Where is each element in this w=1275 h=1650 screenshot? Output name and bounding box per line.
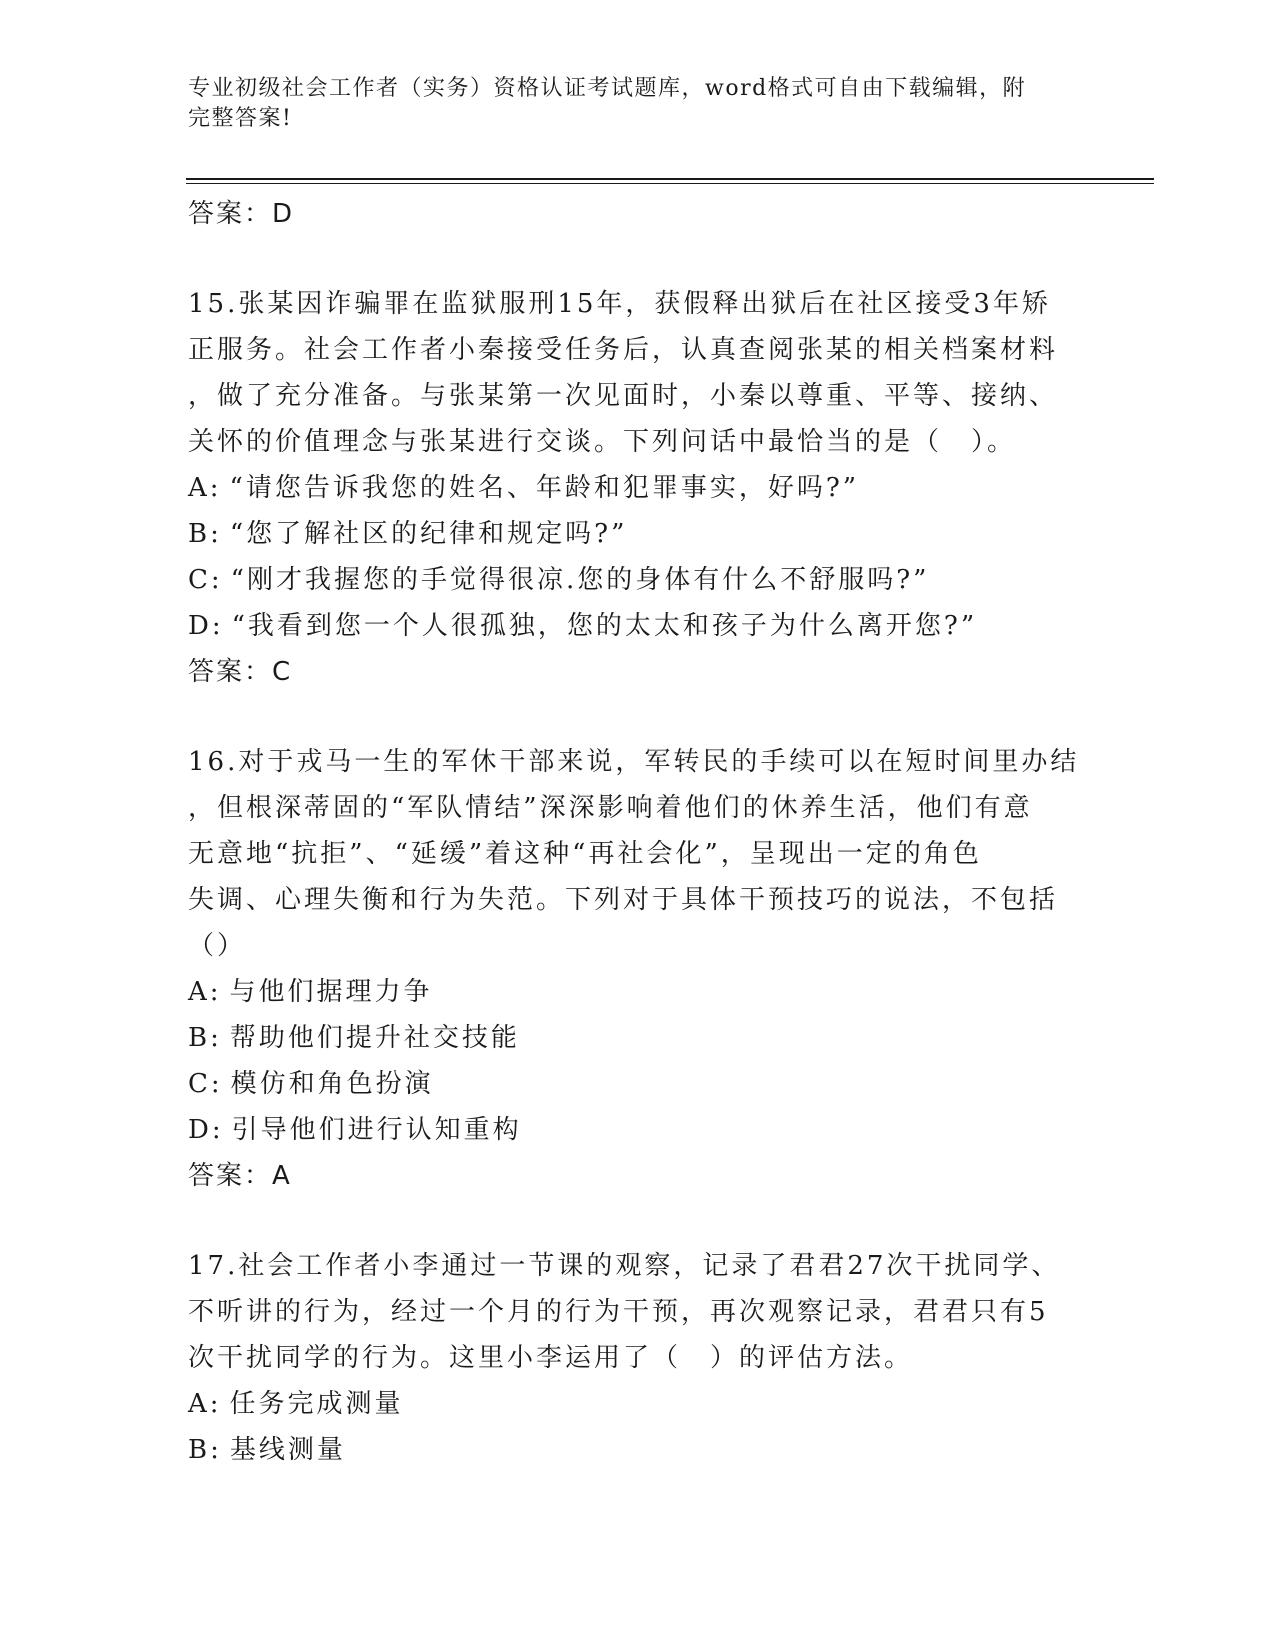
- option-letter: B:: [188, 1023, 222, 1053]
- question-stem-line: 不听讲的行为，经过一个月的行为干预，再次观察记录，君君只有5: [188, 1297, 1049, 1327]
- option-letter: A:: [188, 977, 222, 1007]
- answer-line: [188, 1153, 1108, 1199]
- option-letter: D:: [188, 1115, 224, 1145]
- option-text: “请您告诉我您的姓名、年龄和犯罪事实，好吗?”: [229, 473, 860, 503]
- question-16: [188, 739, 1108, 1199]
- option-text: 引导他们进行认知重构: [231, 1115, 522, 1145]
- answer-label: 答案：: [188, 1161, 273, 1191]
- option-b: [188, 1427, 1108, 1473]
- header-line-2: 完整答案!: [188, 106, 293, 131]
- header-rule-thin: [186, 183, 1154, 184]
- question-stem-line: 无意地“抗拒”、“延缓”着这种“再社会化”，呈现出一定的角色: [188, 839, 982, 869]
- option-b: [188, 1015, 1108, 1061]
- question-17: [188, 1243, 1108, 1473]
- option-text: 任务完成测量: [229, 1389, 404, 1419]
- option-text: 与他们据理力争: [229, 977, 433, 1007]
- question-stem-line: 关怀的价值理念与张某进行交谈。下列问话中最恰当的是（ ）。: [188, 427, 1017, 457]
- option-text: “您了解社区的纪律和规定吗?”: [229, 519, 628, 549]
- answer-label: 答案：: [188, 199, 273, 229]
- option-letter: A:: [188, 1389, 222, 1419]
- answer-line: [188, 649, 1108, 695]
- answer-label: 答案：: [188, 657, 273, 687]
- answer-value: A: [272, 1161, 292, 1191]
- option-letter: A:: [188, 473, 222, 503]
- option-a: [188, 1381, 1108, 1427]
- document-body: [188, 191, 1108, 1473]
- option-text: 基线测量: [229, 1435, 346, 1465]
- option-a: [188, 465, 1108, 511]
- question-stem-line: 正服务。社会工作者小秦接受任务后，认真查阅张某的相关档案材料: [188, 335, 1059, 365]
- page-header: [188, 74, 1078, 134]
- option-c: [188, 557, 1108, 603]
- option-d: [188, 603, 1108, 649]
- option-text: 帮助他们提升社交技能: [229, 1023, 520, 1053]
- option-b: [188, 511, 1108, 557]
- question-stem-line: 16.对于戎马一生的军休干部来说，军转民的手续可以在短时间里办结: [188, 747, 1080, 777]
- option-text: “刚才我握您的手觉得很凉.您的身体有什么不舒服吗?”: [230, 565, 930, 595]
- question-stem-line: 17.社会工作者小李通过一节课的观察，记录了君君27次干扰同学、: [188, 1251, 1061, 1281]
- answer-value: C: [272, 657, 293, 687]
- question-stem-line: 次干扰同学的行为。这里小李运用了（ ）的评估方法。: [188, 1343, 914, 1373]
- header-line-1: 专业初级社会工作者（实务）资格认证考试题库，word格式可自由下载编辑，附: [188, 76, 1027, 101]
- question-stem-line: ，做了充分准备。与张某第一次见面时，小秦以尊重、平等、接纳、: [188, 381, 1059, 411]
- question-stem-line: ，但根深蒂固的“军队情结”深深影响着他们的休养生活，他们有意: [188, 793, 1033, 823]
- option-letter: B:: [188, 1435, 222, 1465]
- question-stem-line: （）: [188, 931, 247, 961]
- option-text: 模仿和角色扮演: [230, 1069, 434, 1099]
- option-letter: C:: [188, 1069, 223, 1099]
- question-15: [188, 281, 1108, 695]
- option-d: [188, 1107, 1108, 1153]
- header-rule-thick: [186, 178, 1154, 180]
- option-letter: B:: [188, 519, 222, 549]
- option-letter: D:: [188, 611, 224, 641]
- question-stem-line: 失调、心理失衡和行为失范。下列对于具体干预技巧的说法，不包括: [188, 885, 1059, 915]
- option-a: [188, 969, 1108, 1015]
- option-letter: C:: [188, 565, 223, 595]
- question-stem-line: 15.张某因诈骗罪在监狱服刑15年，获假释出狱后在社区接受3年矫: [188, 289, 1051, 319]
- option-c: [188, 1061, 1108, 1107]
- answer-line-prev: [188, 191, 1108, 237]
- answer-value: D: [272, 199, 295, 229]
- option-text: “我看到您一个人很孤独，您的太太和孩子为什么离开您?”: [231, 611, 978, 641]
